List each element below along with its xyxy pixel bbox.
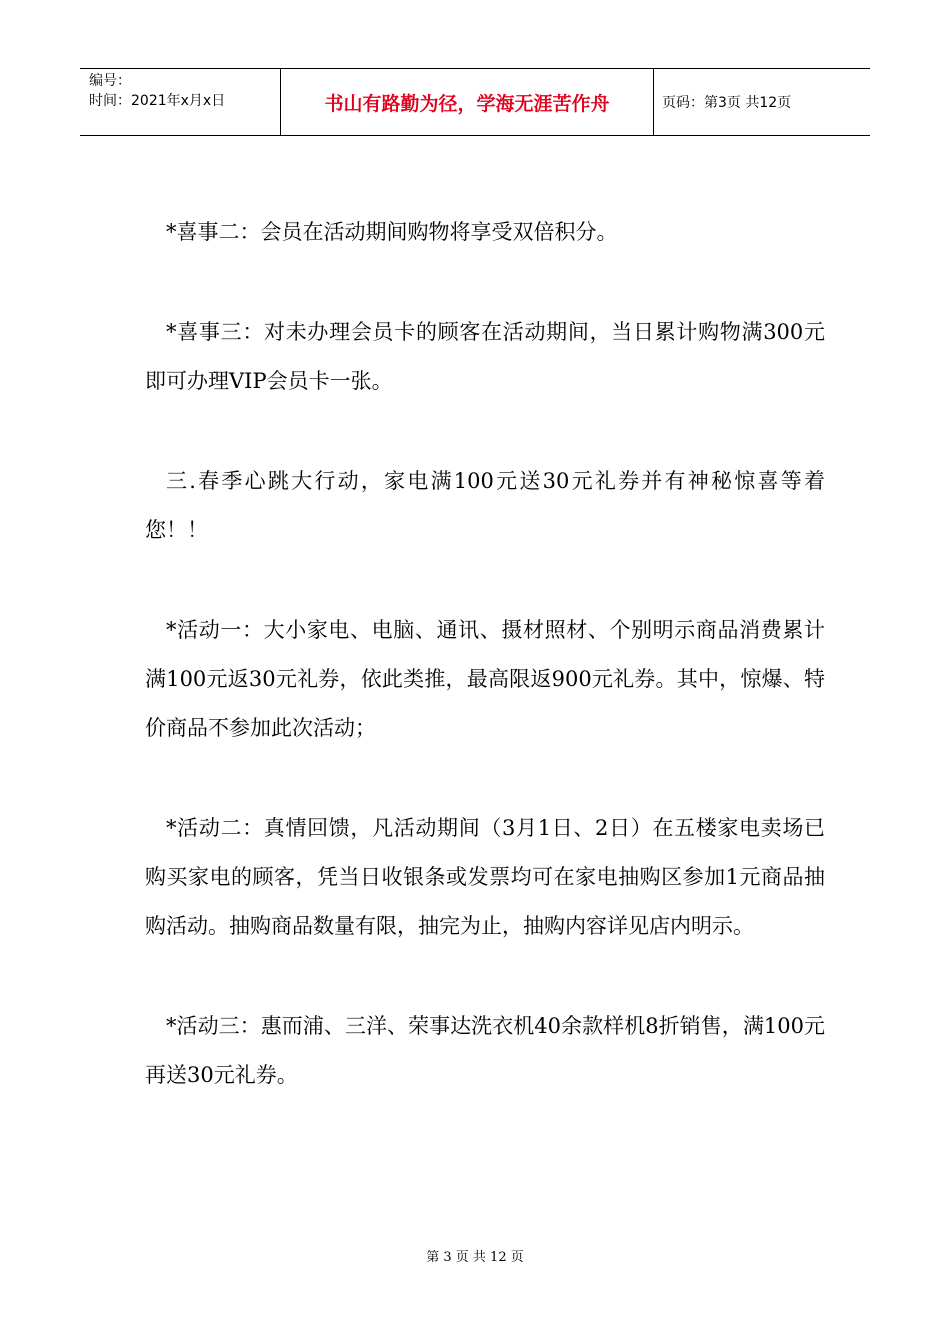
- document-time-label: 时间：2021年x月x日: [89, 93, 226, 109]
- paragraph-activity-1: *活动一：大小家电、电脑、通讯、摄材照材、个别明示商品消费累计满100元返30元礼券，依此类推，最高限返900元礼券。其中，惊爆、特价商品不参加此次活动；: [145, 618, 825, 740]
- paragraph-section-3: 三.春季心跳大行动，家电满100元送30元礼券并有神秘惊喜等着您！！: [145, 469, 825, 542]
- document-body: [145, 208, 825, 1151]
- paragraph-xishi-3: *喜事三：对未办理会员卡的顾客在活动期间，当日累计购物满300元即可办理VIP会员卡一张。: [145, 320, 825, 393]
- paragraph-activity-3: *活动三：惠而浦、三洋、荣事达洗衣机40余款样机8折销售，满100元再送30元礼券。: [145, 1014, 825, 1087]
- header-meta-cell: [80, 69, 281, 135]
- header-motto: 书山有路勤为径，学海无涯苦作舟: [281, 69, 654, 135]
- page-footer: 第 3 页 共 12 页: [426, 1250, 524, 1265]
- paragraph-activity-2: *活动二：真情回馈，凡活动期间（3月1日、2日）在五楼家电卖场已购买家电的顾客，凭当日收银条或发票均可在家电抽购区参加1元商品抽购活动。抽购商品数量有限，抽完为止，抽购内容详见店内明示。: [145, 816, 825, 938]
- paragraph-xishi-2: *喜事二：会员在活动期间购物将享受双倍积分。: [166, 220, 618, 244]
- page-header: [80, 68, 870, 136]
- document-number-label: 编号：: [89, 73, 131, 89]
- header-page-info: 页码：第3页 共12页: [662, 95, 792, 111]
